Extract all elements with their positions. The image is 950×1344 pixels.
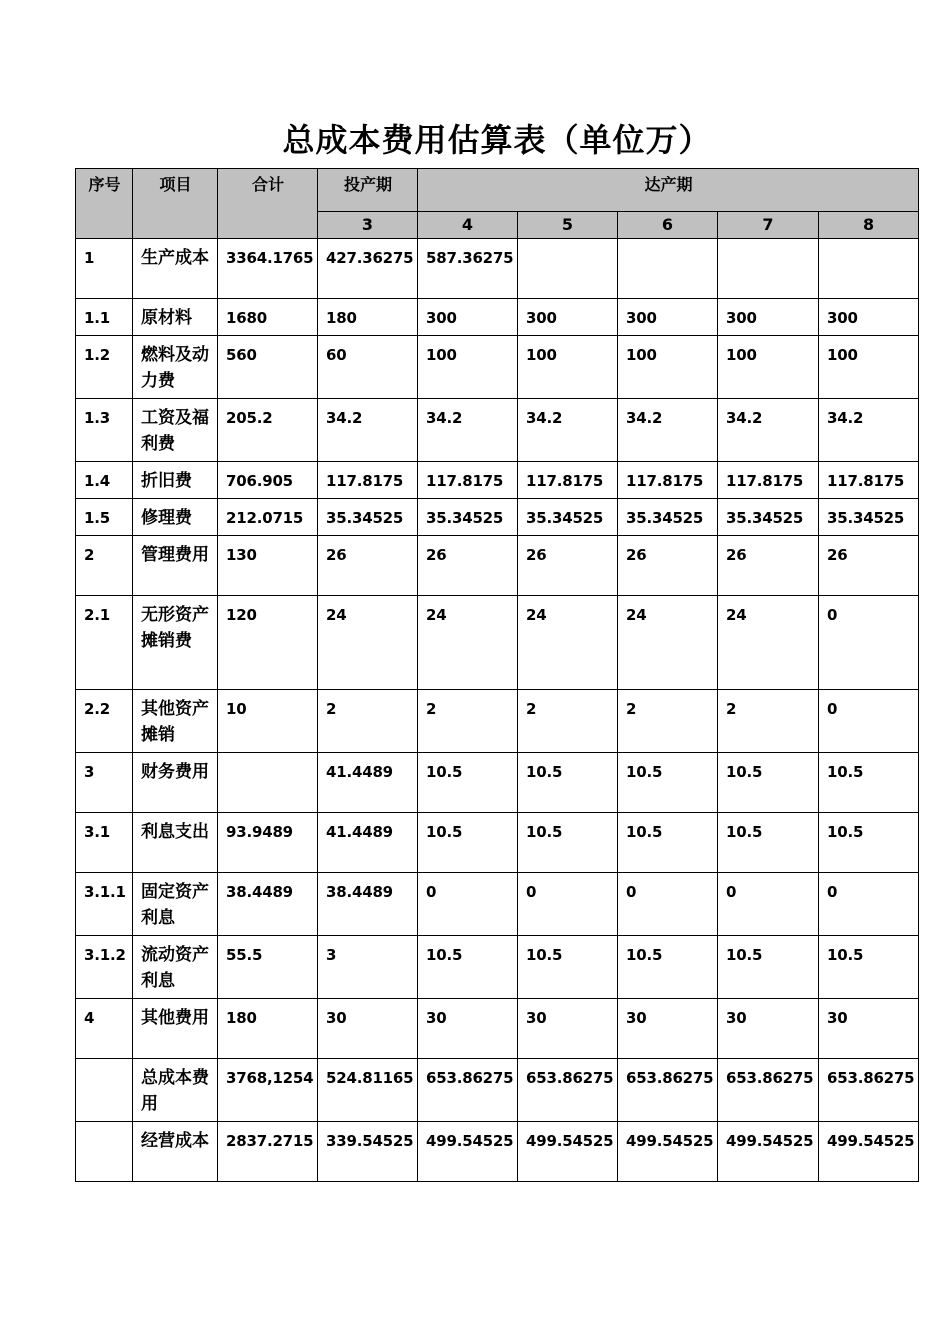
cell-y6: 2	[618, 690, 718, 753]
cell-y8: 10.5	[819, 936, 919, 999]
cell-y7: 35.34525	[718, 499, 819, 536]
cell-seq: 3.1.1	[76, 873, 133, 936]
table-row	[76, 399, 919, 462]
cell-y8: 653.86275	[819, 1059, 919, 1122]
cell-seq: 1.3	[76, 399, 133, 462]
cell-y6: 30	[618, 999, 718, 1059]
cell-seq: 2.2	[76, 690, 133, 753]
cell-y5	[518, 239, 618, 299]
cell-y7: 34.2	[718, 399, 819, 462]
cell-seq: 4	[76, 999, 133, 1059]
cell-y5: 10.5	[518, 936, 618, 999]
cell-seq: 1	[76, 239, 133, 299]
cell-item: 固定资产利息	[133, 873, 218, 936]
cell-y8	[819, 239, 919, 299]
cell-total: 10	[218, 690, 318, 753]
cell-y5: 30	[518, 999, 618, 1059]
table-row	[76, 936, 919, 999]
cell-y6	[618, 239, 718, 299]
cell-y4: 30	[418, 999, 518, 1059]
table-body	[76, 239, 919, 1182]
cell-item: 流动资产利息	[133, 936, 218, 999]
cell-seq: 3.1	[76, 813, 133, 873]
cell-total: 38.4489	[218, 873, 318, 936]
cell-item: 燃料及动力费	[133, 336, 218, 399]
cell-y7: 300	[718, 299, 819, 336]
cell-y8: 100	[819, 336, 919, 399]
cell-y4: 26	[418, 536, 518, 596]
cell-y5: 300	[518, 299, 618, 336]
cell-y3: 24	[318, 596, 418, 690]
cell-y8: 10.5	[819, 753, 919, 813]
cell-y7: 100	[718, 336, 819, 399]
cell-item: 其他费用	[133, 999, 218, 1059]
table-row	[76, 299, 919, 336]
cell-y7: 10.5	[718, 753, 819, 813]
cell-y5: 653.86275	[518, 1059, 618, 1122]
cell-y6: 35.34525	[618, 499, 718, 536]
cell-y7: 117.8175	[718, 462, 819, 499]
cell-y3: 180	[318, 299, 418, 336]
cell-seq: 3	[76, 753, 133, 813]
cell-seq: 1.5	[76, 499, 133, 536]
cell-y7	[718, 239, 819, 299]
cell-item: 利息支出	[133, 813, 218, 873]
cell-y3: 30	[318, 999, 418, 1059]
cell-total: 93.9489	[218, 813, 318, 873]
cell-y8: 30	[819, 999, 919, 1059]
cell-y4: 499.54525	[418, 1122, 518, 1182]
header-production-period: 达产期	[418, 169, 919, 212]
cell-y4: 2	[418, 690, 518, 753]
cell-total: 1680	[218, 299, 318, 336]
cell-y7: 499.54525	[718, 1122, 819, 1182]
page-title: 总成本费用估算表（单位万）	[282, 121, 712, 159]
cell-item: 管理费用	[133, 536, 218, 596]
cell-seq: 3.1.2	[76, 936, 133, 999]
cell-y4: 100	[418, 336, 518, 399]
cell-y6: 10.5	[618, 936, 718, 999]
cell-total	[218, 753, 318, 813]
header-year: 6	[618, 212, 718, 239]
cell-y6: 10.5	[618, 813, 718, 873]
cell-y7: 2	[718, 690, 819, 753]
cell-y6: 653.86275	[618, 1059, 718, 1122]
cell-y3: 3	[318, 936, 418, 999]
cost-estimate-table	[75, 168, 919, 1182]
cell-total: 120	[218, 596, 318, 690]
cell-item: 经营成本	[133, 1122, 218, 1182]
cell-total: 205.2	[218, 399, 318, 462]
cell-y5: 24	[518, 596, 618, 690]
header-year: 4	[418, 212, 518, 239]
cell-y5: 499.54525	[518, 1122, 618, 1182]
cell-seq: 1.4	[76, 462, 133, 499]
cell-y8: 26	[819, 536, 919, 596]
cell-y3: 339.54525	[318, 1122, 418, 1182]
cell-item: 总成本费用	[133, 1059, 218, 1122]
cell-y5: 10.5	[518, 753, 618, 813]
cell-total: 130	[218, 536, 318, 596]
cell-y3: 524.81165	[318, 1059, 418, 1122]
cell-y3: 26	[318, 536, 418, 596]
cell-y6: 300	[618, 299, 718, 336]
cell-item: 工资及福利费	[133, 399, 218, 462]
table-row	[76, 596, 919, 690]
cell-y8: 499.54525	[819, 1122, 919, 1182]
cell-y3: 41.4489	[318, 753, 418, 813]
cell-y4: 587.36275	[418, 239, 518, 299]
cell-y8: 10.5	[819, 813, 919, 873]
cell-y5: 117.8175	[518, 462, 618, 499]
cell-y4: 117.8175	[418, 462, 518, 499]
table-row	[76, 999, 919, 1059]
cell-y8: 0	[819, 690, 919, 753]
cell-y5: 26	[518, 536, 618, 596]
cell-y4: 653.86275	[418, 1059, 518, 1122]
cell-y7: 24	[718, 596, 819, 690]
cell-y4: 34.2	[418, 399, 518, 462]
cell-y4: 35.34525	[418, 499, 518, 536]
cell-total: 180	[218, 999, 318, 1059]
cell-y6: 499.54525	[618, 1122, 718, 1182]
cell-total: 3768,1254	[218, 1059, 318, 1122]
table-row	[76, 753, 919, 813]
cell-y6: 26	[618, 536, 718, 596]
header-item: 项目	[133, 169, 218, 239]
table-row	[76, 499, 919, 536]
cell-seq: 1.2	[76, 336, 133, 399]
header-year: 8	[819, 212, 919, 239]
cell-y4: 24	[418, 596, 518, 690]
cell-y5: 2	[518, 690, 618, 753]
cell-y3: 2	[318, 690, 418, 753]
cell-y5: 0	[518, 873, 618, 936]
cell-y4: 10.5	[418, 813, 518, 873]
cell-y8: 0	[819, 873, 919, 936]
cell-y6: 10.5	[618, 753, 718, 813]
cell-item: 折旧费	[133, 462, 218, 499]
cell-y3: 38.4489	[318, 873, 418, 936]
header-seq: 序号	[76, 169, 133, 239]
table-row	[76, 462, 919, 499]
cell-y4: 0	[418, 873, 518, 936]
cell-y8: 35.34525	[819, 499, 919, 536]
table-row	[76, 336, 919, 399]
table-row	[76, 873, 919, 936]
cell-y6: 34.2	[618, 399, 718, 462]
cell-y6: 117.8175	[618, 462, 718, 499]
cell-total: 2837.2715	[218, 1122, 318, 1182]
cell-y8: 34.2	[819, 399, 919, 462]
cell-seq: 2	[76, 536, 133, 596]
table-row	[76, 690, 919, 753]
cell-y8: 300	[819, 299, 919, 336]
cell-y3: 34.2	[318, 399, 418, 462]
table-row	[76, 239, 919, 299]
cell-y7: 26	[718, 536, 819, 596]
cell-total: 55.5	[218, 936, 318, 999]
table-row	[76, 813, 919, 873]
cell-y5: 100	[518, 336, 618, 399]
table-row	[76, 1122, 919, 1182]
cell-item: 无形资产摊销费	[133, 596, 218, 690]
header-total: 合计	[218, 169, 318, 239]
cell-y8: 117.8175	[819, 462, 919, 499]
cell-seq	[76, 1122, 133, 1182]
cell-y3: 427.36275	[318, 239, 418, 299]
cell-y8: 0	[819, 596, 919, 690]
cell-y4: 300	[418, 299, 518, 336]
cell-total: 706.905	[218, 462, 318, 499]
cell-y7: 0	[718, 873, 819, 936]
cell-total: 560	[218, 336, 318, 399]
cell-y7: 653.86275	[718, 1059, 819, 1122]
table-row	[76, 536, 919, 596]
cell-y4: 10.5	[418, 753, 518, 813]
cell-y7: 10.5	[718, 813, 819, 873]
cell-y3: 41.4489	[318, 813, 418, 873]
cell-y6: 100	[618, 336, 718, 399]
cell-item: 生产成本	[133, 239, 218, 299]
cell-y7: 30	[718, 999, 819, 1059]
cell-total: 3364.1765	[218, 239, 318, 299]
cell-y3: 60	[318, 336, 418, 399]
cell-item: 其他资产摊销	[133, 690, 218, 753]
cell-y5: 10.5	[518, 813, 618, 873]
cell-y4: 10.5	[418, 936, 518, 999]
header-construction-period: 投产期	[318, 169, 418, 212]
cell-seq	[76, 1059, 133, 1122]
cell-y5: 35.34525	[518, 499, 618, 536]
cell-item: 原材料	[133, 299, 218, 336]
cell-y3: 35.34525	[318, 499, 418, 536]
cell-seq: 2.1	[76, 596, 133, 690]
cell-item: 修理费	[133, 499, 218, 536]
cell-seq: 1.1	[76, 299, 133, 336]
cell-total: 212.0715	[218, 499, 318, 536]
cell-y6: 0	[618, 873, 718, 936]
table-row	[76, 1059, 919, 1122]
cell-y5: 34.2	[518, 399, 618, 462]
header-year: 7	[718, 212, 819, 239]
cell-y7: 10.5	[718, 936, 819, 999]
cell-y3: 117.8175	[318, 462, 418, 499]
cell-y6: 24	[618, 596, 718, 690]
header-year: 5	[518, 212, 618, 239]
cell-item: 财务费用	[133, 753, 218, 813]
header-year: 3	[318, 212, 418, 239]
